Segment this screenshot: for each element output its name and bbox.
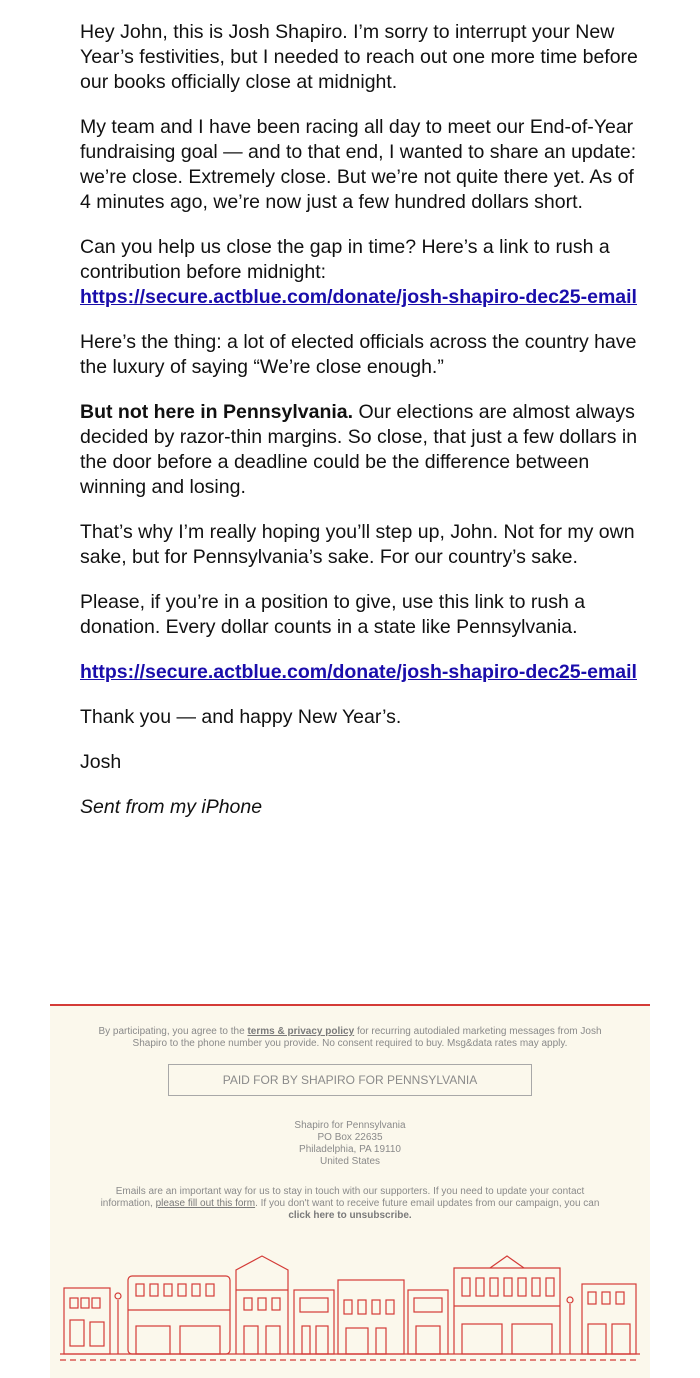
signature: Josh — [80, 751, 122, 773]
address-line: Shapiro for Pennsylvania — [294, 1120, 406, 1131]
email-footer — [50, 1004, 650, 1378]
address-line: Philadelphia, PA 19110 — [299, 1144, 401, 1155]
paragraph-thanks: Thank you — and happy New Year’s. — [80, 706, 402, 728]
paragraph-ask — [80, 235, 640, 310]
pennsylvania-rest-text: Our elections are almost always decided by razor-thin margins. So close, that just a few dollars in the door before a deadline could be the difference between winning and losing. — [80, 401, 638, 498]
paragraph-intro: Hey John, this is Josh Shapiro. I’m sorry to interrupt your New Year’s festivities, but I needed to reach out one more time before our books officially close at midnight. — [80, 21, 638, 93]
email-notice — [90, 1186, 610, 1222]
legal-text-after: for recurring autodialed marketing messages from Josh Shapiro to the phone number you provide. No consent required to buy. Msg&data rates may apply. — [132, 1026, 602, 1049]
paid-for-box: PAID FOR BY SHAPIRO FOR PENNSYLVANIA — [168, 1064, 532, 1096]
email-body — [80, 20, 640, 840]
paragraph-give: Please, if you’re in a position to give, use this link to rush a donation. Every dollar counts in a state like Pennsylvania. — [80, 591, 586, 638]
terms-privacy-link[interactable]: terms & privacy policy — [247, 1026, 355, 1037]
donate-link-2[interactable]: https://secure.actblue.com/donate/josh-shapiro-dec25-email — [80, 661, 637, 683]
main-street-illustration — [60, 1240, 640, 1370]
legal-text-before: By participating, you agree to the — [98, 1026, 248, 1037]
paragraph-officials: Here’s the thing: a lot of elected officials across the country have the luxury of saying “We’re close enough.” — [80, 331, 637, 378]
donate-link-1[interactable]: https://secure.actblue.com/donate/josh-shapiro-dec25-email — [80, 286, 637, 308]
paragraph-link-2 — [80, 660, 640, 685]
mailing-address — [50, 1120, 650, 1168]
paragraph-update: My team and I have been racing all day to meet our End-of-Year fundraising goal — and to that end, I wanted to share an update: we’re close. Extremely close. But we’re not quite there yet. As of 4 minutes ago, we’re now just a few hundred dollars short. — [80, 116, 637, 213]
sent-from: Sent from my iPhone — [80, 796, 263, 818]
unsubscribe-link[interactable]: click here to unsubscribe. — [288, 1210, 412, 1221]
pennsylvania-bold-text: But not here in Pennsylvania. — [80, 401, 354, 423]
update-contact-link[interactable]: please fill out this form — [155, 1198, 256, 1209]
notice-text-before: Emails are an important way for us to stay in touch with our supporters. If you need to update your contact information, — [100, 1186, 585, 1209]
address-line: PO Box 22635 — [317, 1132, 383, 1143]
paragraph-pennsylvania — [80, 400, 640, 500]
legal-disclaimer — [96, 1026, 604, 1050]
address-line: United States — [319, 1156, 381, 1167]
paragraph-step-up: That’s why I’m really hoping you’ll step up, John. Not for my own sake, but for Pennsylvania’s sake. For our country’s sake. — [80, 521, 635, 568]
notice-text-middle: . If you don't want to receive future email updates from our campaign, you can — [255, 1198, 600, 1209]
ask-text: Can you help us close the gap in time? Here’s a link to rush a contribution before midnight: — [80, 236, 610, 283]
